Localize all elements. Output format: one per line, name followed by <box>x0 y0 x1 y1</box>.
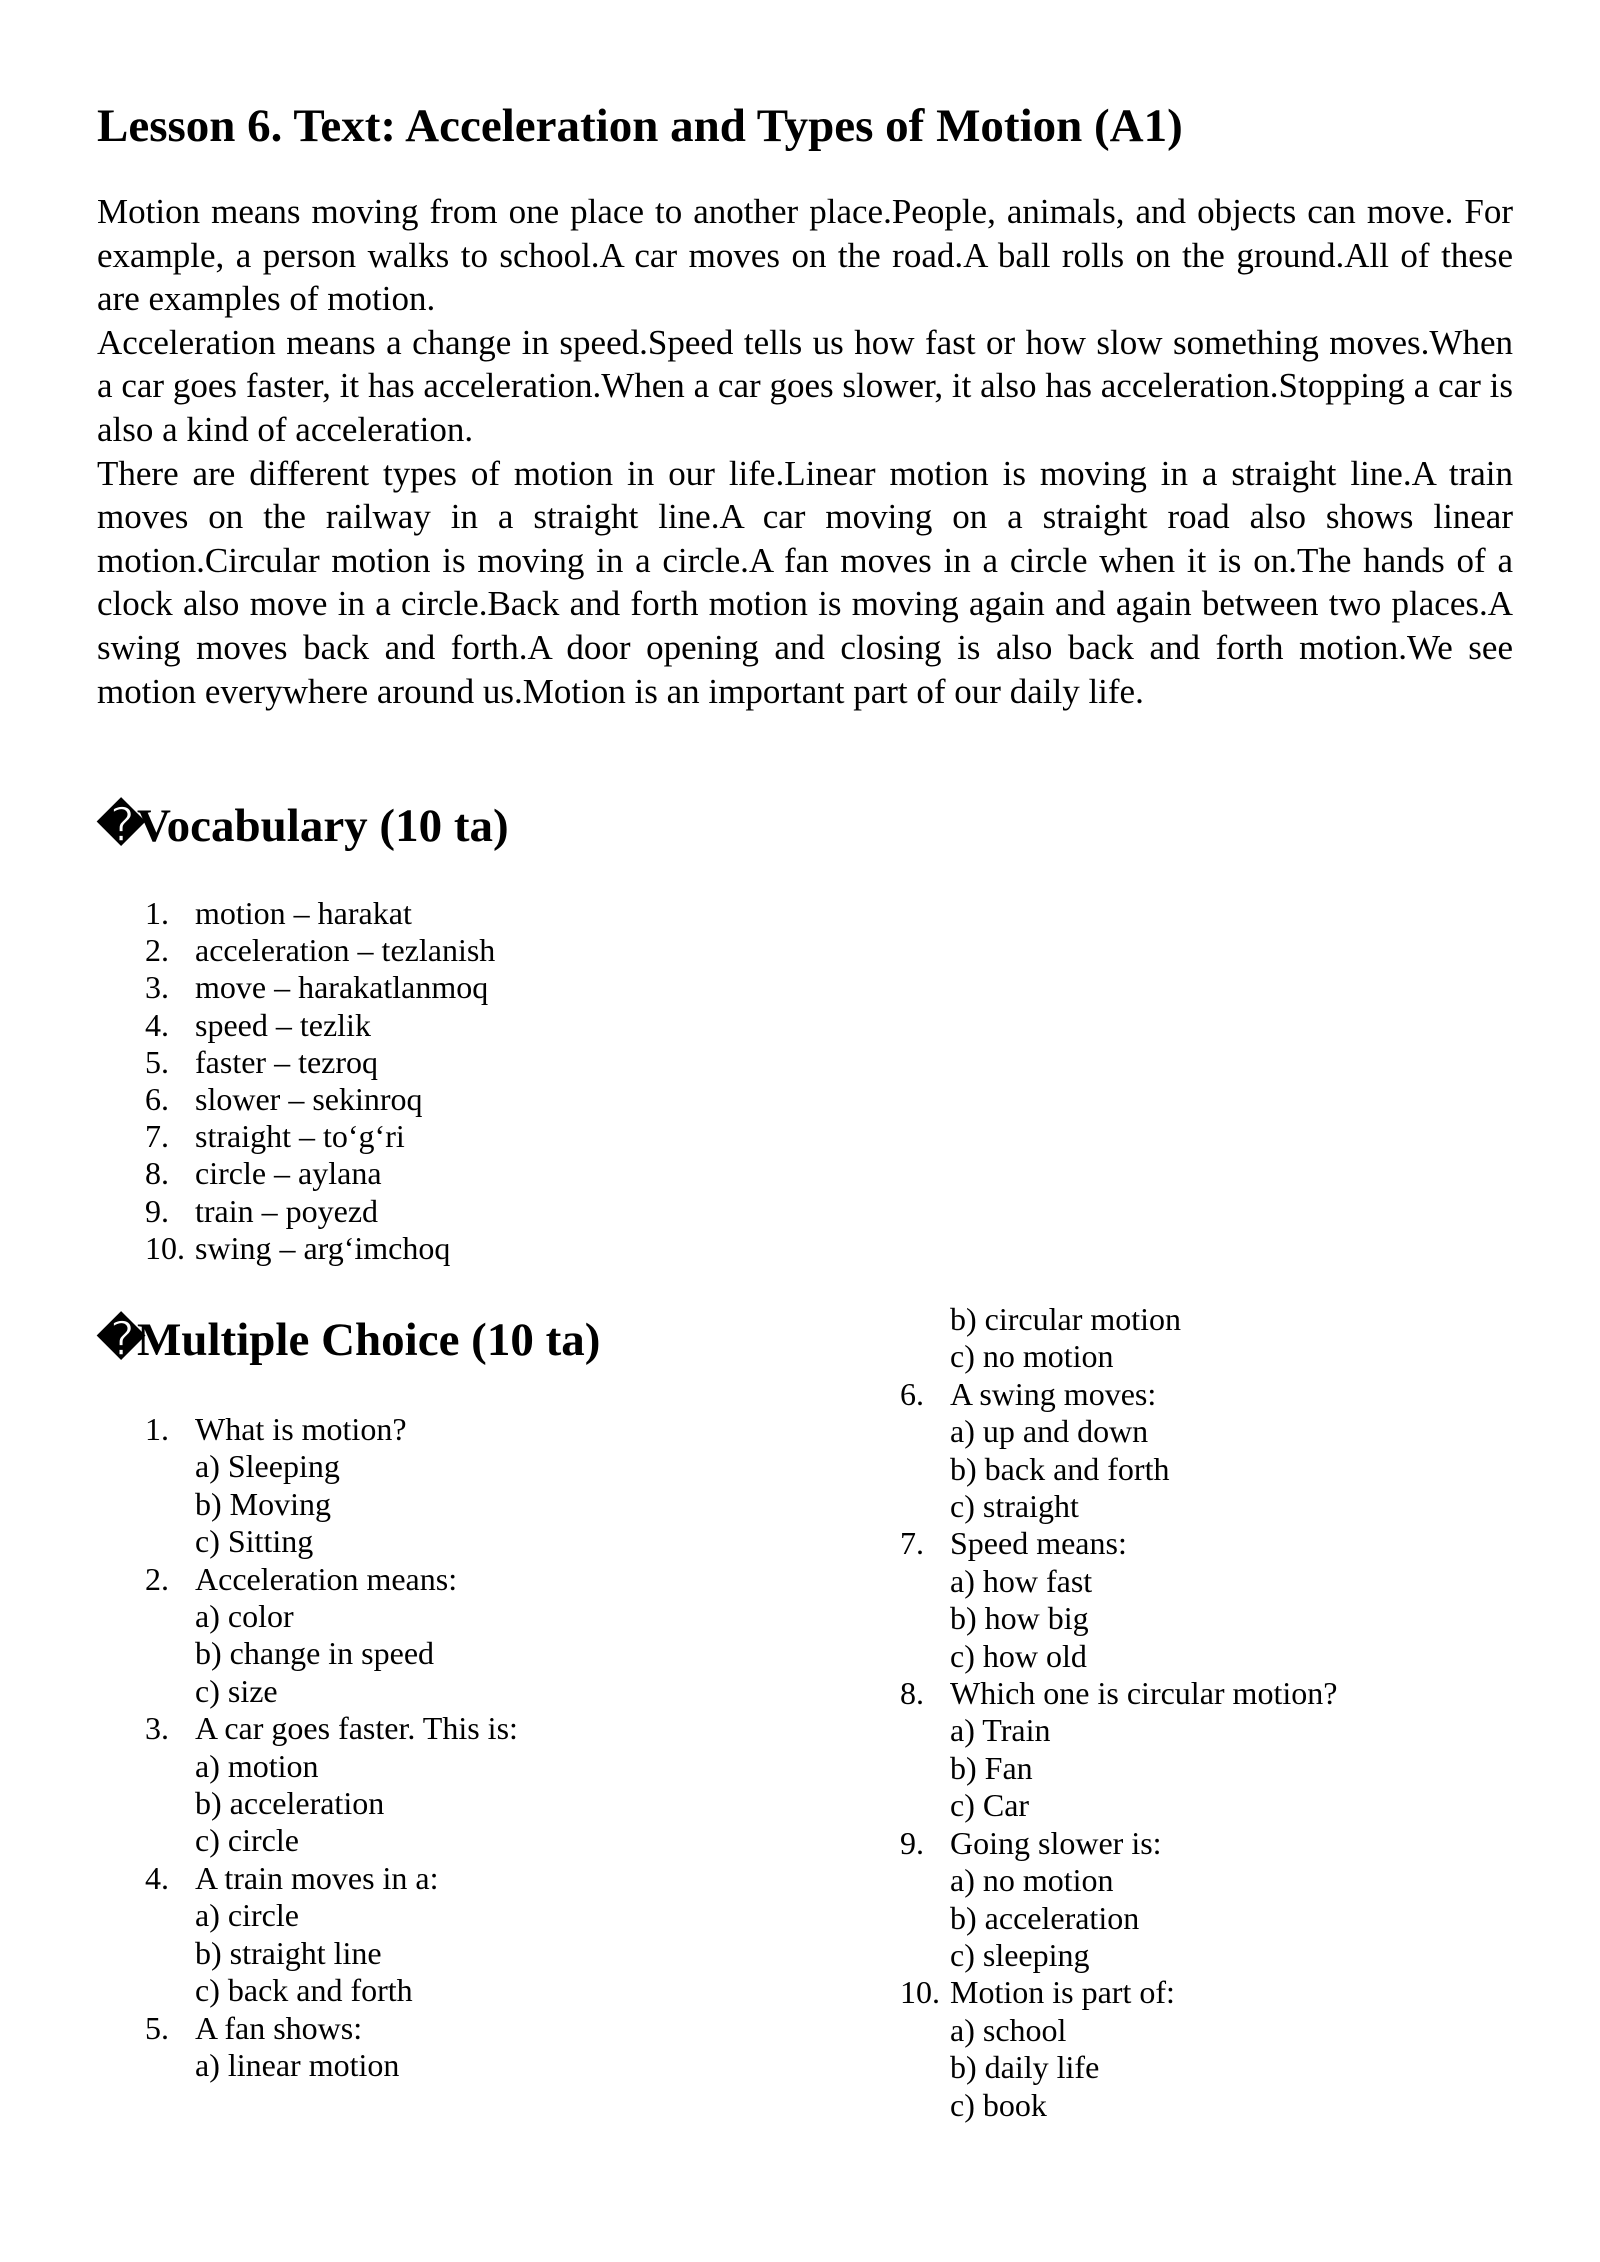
vocabulary-term: circle – aylana <box>195 1155 382 1192</box>
vocabulary-term: acceleration – tezlanish <box>195 932 496 969</box>
question-number: 1. <box>145 1411 169 1447</box>
reading-text <box>97 190 1513 713</box>
answer-option: c) book <box>950 2086 1047 2123</box>
vocabulary-item <box>145 1044 845 1081</box>
text-paragraph: Acceleration means a change in speed.Speed tells us how fast or how slow something moves.When a car goes faster, it has acceleration.When a car goes slower, it also has acceleration.Stopping a car is also a kind of acceleration. <box>97 322 1513 449</box>
answer-option: a) color <box>195 1598 294 1635</box>
answer-option: c) no motion <box>950 1338 1114 1375</box>
vocabulary-heading-text: Vocabulary (10 ta) <box>137 800 509 852</box>
item-number: 5. <box>145 1043 169 1080</box>
question-list-column-2 <box>900 1301 1540 2124</box>
answer-option: a) school <box>950 2011 1067 2048</box>
answer-option: c) sleeping <box>950 1936 1090 1973</box>
vocabulary-term: faster – tezroq <box>195 1043 379 1080</box>
answer-option: b) Moving <box>195 1485 331 1522</box>
answer-option: b) acceleration <box>195 1785 385 1822</box>
question-item <box>145 1710 845 1860</box>
question-list-column-1 <box>145 1411 845 2084</box>
answer-option: b) circular motion <box>950 1301 1182 1337</box>
answer-option: b) acceleration <box>950 1899 1140 1936</box>
answer-option: c) straight <box>950 1488 1079 1525</box>
question-number: 8. <box>900 1675 924 1712</box>
question-text: Going slower is: <box>950 1824 1162 1861</box>
item-number: 8. <box>145 1155 169 1192</box>
answer-option: a) Sleeping <box>195 1448 340 1485</box>
question-item <box>145 1561 845 1711</box>
vocabulary-item <box>145 1081 845 1118</box>
question-text: What is motion? <box>195 1411 407 1447</box>
question-item <box>900 1974 1540 2124</box>
vocabulary-term: slower – sekinroq <box>195 1081 423 1118</box>
answer-option: a) up and down <box>950 1413 1149 1450</box>
question-item <box>145 2010 845 2085</box>
answer-option: a) Train <box>950 1712 1051 1749</box>
vocabulary-list <box>145 895 845 1267</box>
lesson-title: Lesson 6. Text: Acceleration and Types of Motion (A1) <box>97 100 1183 152</box>
answer-option: a) how fast <box>950 1562 1093 1599</box>
question-number: 6. <box>900 1375 924 1412</box>
answer-option: b) daily life <box>950 2049 1100 2086</box>
question-item <box>145 1860 845 2010</box>
question-number: 10. <box>900 1974 940 2011</box>
answer-option: b) straight line <box>195 1934 382 1971</box>
answer-option: a) circle <box>195 1897 299 1934</box>
question-text: Motion is part of: <box>950 1974 1175 2011</box>
vocabulary-term: move – harakatlanmoq <box>195 969 489 1006</box>
answer-option: b) change in speed <box>195 1635 435 1672</box>
answer-option: b) Fan <box>950 1749 1033 1786</box>
multiple-choice-heading <box>97 1310 600 1370</box>
vocabulary-item <box>145 1230 845 1267</box>
question-number: 9. <box>900 1824 924 1861</box>
vocabulary-item <box>145 895 845 932</box>
question-item <box>900 1675 1540 1825</box>
question-text: Which one is circular motion? <box>950 1675 1338 1712</box>
question-item-continued <box>900 1301 1540 1376</box>
item-number: 6. <box>145 1081 169 1118</box>
vocabulary-term: straight – to‘g‘ri <box>195 1118 405 1155</box>
multiple-choice-heading-text: Multiple Choice (10 ta) <box>137 1314 601 1366</box>
answer-option: a) motion <box>195 1747 319 1784</box>
question-text: Speed means: <box>950 1525 1127 1562</box>
vocabulary-term: train – poyezd <box>195 1192 379 1229</box>
question-text: A train moves in a: <box>195 1859 439 1896</box>
vocabulary-item <box>145 969 845 1006</box>
item-number: 3. <box>145 969 169 1006</box>
question-item <box>900 1376 1540 1526</box>
item-number: 9. <box>145 1192 169 1229</box>
question-item <box>900 1525 1540 1675</box>
item-number: 1. <box>145 895 169 931</box>
question-item <box>900 1825 1540 1975</box>
vocabulary-heading <box>97 796 509 856</box>
question-text: A fan shows: <box>195 2009 363 2046</box>
question-number: 7. <box>900 1525 924 1562</box>
question-number: 2. <box>145 1560 169 1597</box>
answer-option: c) back and forth <box>195 1972 413 2009</box>
vocabulary-item <box>145 932 845 969</box>
vocabulary-item <box>145 1118 845 1155</box>
missing-glyph-icon: � <box>97 800 146 852</box>
item-number: 2. <box>145 932 169 969</box>
answer-option: a) linear motion <box>195 2046 400 2083</box>
text-paragraph: Motion means moving from one place to another place.People, animals, and objects can move. For example, a person walks to school.A car moves on the road.A ball rolls on the ground.All of these are examples of motion. <box>97 192 1513 319</box>
answer-option: c) how old <box>950 1637 1087 1674</box>
item-number: 4. <box>145 1006 169 1043</box>
item-number: 10. <box>145 1229 185 1266</box>
question-text: Acceleration means: <box>195 1560 458 1597</box>
question-item <box>145 1411 845 1561</box>
vocabulary-term: speed – tezlik <box>195 1006 371 1043</box>
question-number: 3. <box>145 1710 169 1747</box>
answer-option: c) size <box>195 1672 278 1709</box>
item-number: 7. <box>145 1118 169 1155</box>
vocabulary-item <box>145 1007 845 1044</box>
vocabulary-term: swing – arg‘imchoq <box>195 1229 451 1266</box>
answer-option: c) circle <box>195 1822 299 1859</box>
question-text: A swing moves: <box>950 1375 1157 1412</box>
answer-option: c) Car <box>950 1787 1030 1824</box>
question-text: A car goes faster. This is: <box>195 1710 518 1747</box>
text-paragraph: There are different types of motion in our life.Linear motion is moving in a straight line.A train moves on the railway in a straight line.A car moving on a straight road also shows linear motion.Circular motion is moving in a circle.A fan moves in a circle when it is on.The hands of a clock also move in a circle.Back and forth motion is moving again and again between two places.A swing moves back and forth.A door opening and closing is also back and forth motion.We see motion everywhere around us.Motion is an important part of our daily life. <box>97 453 1513 711</box>
question-number: 4. <box>145 1859 169 1896</box>
vocabulary-item <box>145 1193 845 1230</box>
vocabulary-term: motion – harakat <box>195 895 412 931</box>
answer-option: a) no motion <box>950 1862 1114 1899</box>
vocabulary-item <box>145 1155 845 1192</box>
answer-option: b) how big <box>950 1600 1089 1637</box>
answer-option: c) Sitting <box>195 1523 314 1560</box>
answer-option: b) back and forth <box>950 1450 1170 1487</box>
missing-glyph-icon: � <box>97 1314 146 1366</box>
question-number: 5. <box>145 2009 169 2046</box>
